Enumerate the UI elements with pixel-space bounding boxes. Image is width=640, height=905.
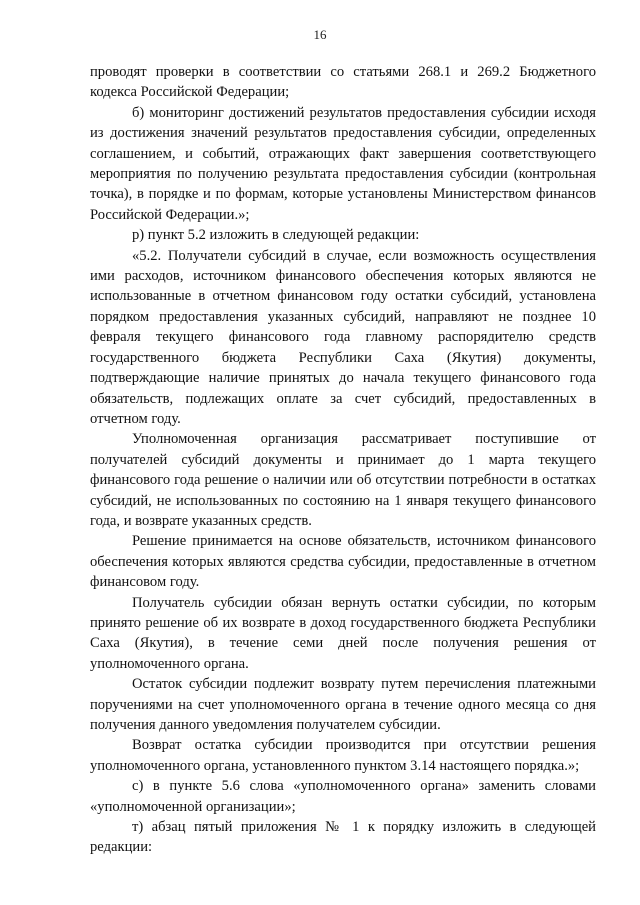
page-number: 16 — [313, 27, 327, 42]
paragraph-authorized-org: Уполномоченная организация рассматривает поступившие от получателей субсидий документы и принимает до 1 марта текущего финансового года решение о наличии или об отсутствии потребности в остатках субсидий, не использованных по состоянию на 1 января текущего финансового года, и возврате указанных средств. — [90, 431, 596, 529]
paragraph-item-s: с) в пункте 5.6 слова «уполномоченного органа» заменить словами «уполномоченной организации»; — [90, 778, 596, 815]
paragraph-decision: Решение принимается на основе обязательств, источником финансового обеспечения которых являются средства субсидии, предоставленные в отчетном финансовом году. — [90, 533, 596, 591]
paragraph-clause-5-2: «5.2. Получатели субсидий в случае, если возможность осуществления ими расходов, источником финансового обеспечения которых являются не использованные в отчетном финансовом году остатки субсидий, установлена порядком предоставления указанных субсидий, направляют не позднее 10 февраля текущего финансового года главному распорядителю средств государственного бюджета Республики Саха (Якутия) документы, подтверждающие наличие принятых до начала текущего финансового года обязательств, подлежащих оплате за счет субсидий, предоставленных в отчетном году. — [90, 247, 596, 427]
paragraph-balance-return: Остаток субсидии подлежит возврату путем перечисления платежными поручениями на счет уполномоченного органа в течение одного месяца со дня получения данного уведомления получателем субсидии. — [90, 676, 596, 733]
paragraph-return-condition: Возврат остатка субсидии производится при отсутствии решения уполномоченного органа, установленного пунктом 3.14 настоящего порядка.»; — [90, 737, 596, 774]
paragraph-item-t: т) абзац пятый приложения № 1 к порядку изложить в следующей редакции: — [90, 819, 596, 856]
paragraph-recipient-return: Получатель субсидии обязан вернуть остатки субсидии, по которым принято решение об их возврате в доход государственного бюджета Республики Саха (Якутия), в течение семи дней после получения решения от уполномоченного органа. — [90, 594, 596, 672]
paragraph-item-b: б) мониторинг достижений результатов предоставления субсидии исходя из достижения значений результатов предоставления субсидии, определенных соглашением, и событий, отражающих факт завершения соответствующего мероприятия по получению результата предоставления субсидии (контрольная точка), в порядке и по формам, которые установлены Министерством финансов Российской Федерации.»; — [90, 104, 596, 223]
paragraph-continuation: проводят проверки в соответствии со статьями 268.1 и 269.2 Бюджетного кодекса Российской Федерации; — [90, 64, 596, 101]
document-body — [90, 62, 596, 858]
paragraph-item-r: р) пункт 5.2 изложить в следующей редакции: — [132, 227, 420, 244]
